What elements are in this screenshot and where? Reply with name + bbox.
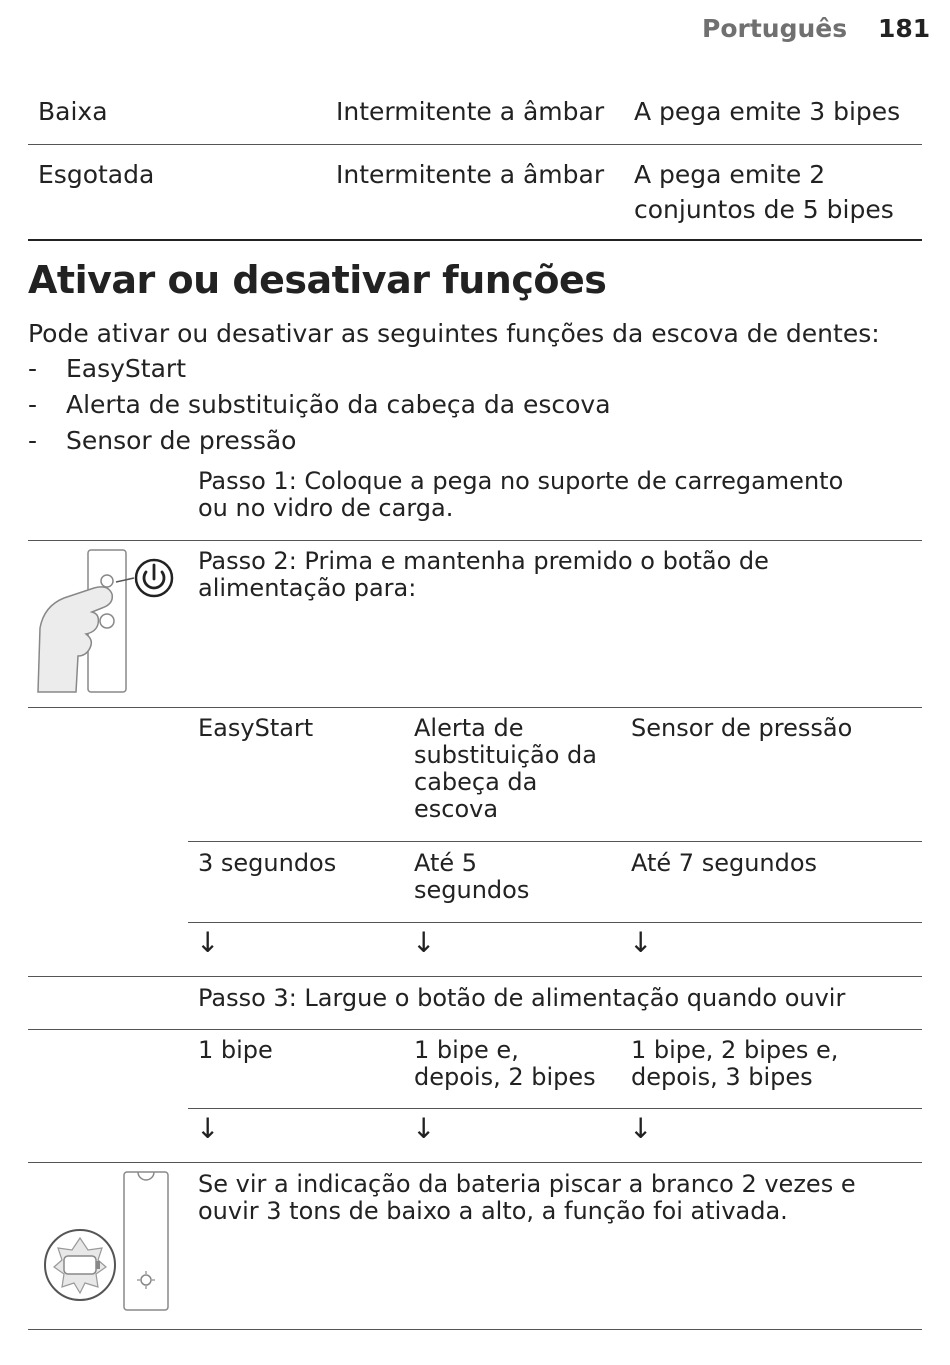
function-brush-head-line1: Alerta de: [414, 714, 524, 742]
step-divider: [28, 1329, 922, 1330]
beeps-brush-head-line2: depois, 2 bipes: [414, 1063, 596, 1091]
duration-pressure-sensor: Até 7 segundos: [631, 849, 818, 877]
bullet-text: Alerta de substituição da cabeça da escova: [66, 390, 611, 419]
step3-text: Passo 3: Largue o botão de alimentação quando ouvir: [198, 984, 846, 1012]
step1-line1: Passo 1: Coloque a pega no suporte de carregamento: [198, 467, 844, 495]
arrow-down-icon: ↓: [196, 926, 220, 959]
page-number: 181: [878, 14, 931, 43]
step-divider: [28, 707, 922, 708]
function-brush-head-line2: substituição da: [414, 741, 597, 769]
bullet-text: EasyStart: [66, 354, 187, 383]
row-divider: [188, 922, 922, 923]
arrow-down-icon: ↓: [196, 1112, 220, 1145]
header-language: Português: [702, 14, 848, 43]
function-brush-head-line3: cabeça da: [414, 768, 538, 796]
duration-brush-head-line1: Até 5: [414, 849, 478, 877]
battery-light-empty: Intermitente a âmbar: [336, 160, 605, 189]
step-divider: [28, 540, 922, 541]
section-intro: Pode ativar ou desativar as seguintes funções da escova de dentes:: [28, 319, 880, 348]
bullet-item: - Alerta de substituição da cabeça da escova: [28, 390, 611, 419]
arrow-down-icon: ↓: [412, 1112, 436, 1145]
row-divider: [188, 841, 922, 842]
arrow-down-icon: ↓: [629, 926, 653, 959]
battery-level-low: Baixa: [38, 97, 108, 126]
row-divider: [188, 1108, 922, 1109]
step1-line2: ou no vidro de carga.: [198, 494, 454, 522]
table-divider: [28, 144, 922, 145]
function-brush-head-line4: escova: [414, 795, 499, 823]
bullet-item: - EasyStart: [28, 354, 187, 383]
hand-pressing-button-illustration: [36, 548, 176, 694]
function-pressure-sensor: Sensor de pressão: [631, 714, 853, 742]
battery-light-low: Intermitente a âmbar: [336, 97, 605, 126]
battery-sound-empty-line1: A pega emite 2: [634, 160, 826, 189]
bullet-item: - Sensor de pressão: [28, 426, 297, 455]
battery-sound-low: A pega emite 3 bipes: [634, 97, 901, 126]
arrow-down-icon: ↓: [629, 1112, 653, 1145]
step2-line2: alimentação para:: [198, 574, 417, 602]
result-line2: ouvir 3 tons de baixo a alto, a função foi ativada.: [198, 1197, 788, 1225]
step-divider: [28, 1162, 922, 1163]
result-line1: Se vir a indicação da bateria piscar a branco 2 vezes e: [198, 1170, 856, 1198]
function-easystart: EasyStart: [198, 714, 314, 742]
beeps-brush-head-line1: 1 bipe e,: [414, 1036, 519, 1064]
step2-line1: Passo 2: Prima e mantenha premido o botão de: [198, 547, 769, 575]
step-divider: [28, 1029, 922, 1030]
beeps-easystart: 1 bipe: [198, 1036, 273, 1064]
battery-sound-empty-line2: conjuntos de 5 bipes: [634, 195, 894, 224]
bullet-text: Sensor de pressão: [66, 426, 297, 455]
table-bottom-border: [28, 239, 922, 241]
section-title: Ativar ou desativar funções: [28, 258, 607, 302]
duration-brush-head-line2: segundos: [414, 876, 530, 904]
beeps-pressure-line2: depois, 3 bipes: [631, 1063, 813, 1091]
battery-indicator-illustration: [40, 1170, 180, 1315]
battery-level-empty: Esgotada: [38, 160, 155, 189]
beeps-pressure-line1: 1 bipe, 2 bipes e,: [631, 1036, 839, 1064]
arrow-down-icon: ↓: [412, 926, 436, 959]
duration-easystart: 3 segundos: [198, 849, 337, 877]
step-divider: [28, 976, 922, 977]
